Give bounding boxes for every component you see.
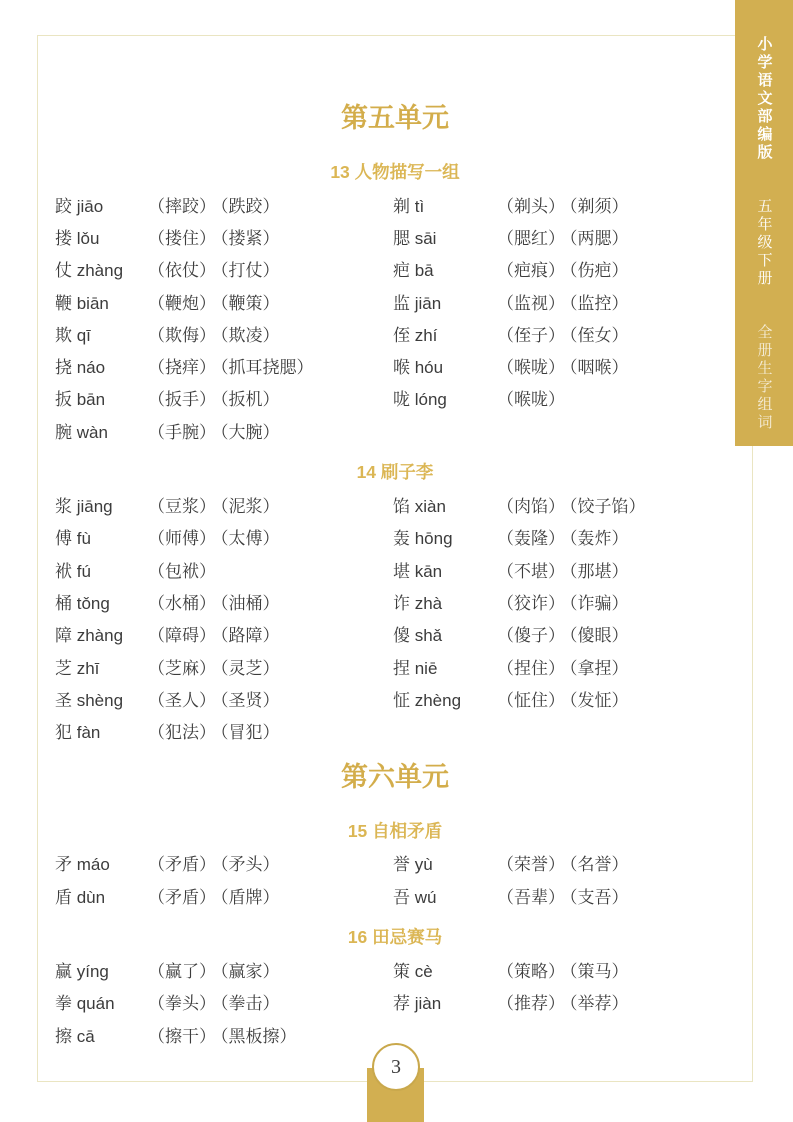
lesson-grid <box>37 488 753 746</box>
entry-char-pinyin: 拳 quán <box>55 994 115 1014</box>
entry-char-pinyin: 扳 bān <box>55 390 106 410</box>
entry-char-pinyin: 擦 cā <box>55 1026 95 1046</box>
entry-row <box>393 220 753 252</box>
sidebar-grade-label: 五年级下册 <box>755 198 773 288</box>
entry-row <box>393 585 753 617</box>
entry-row <box>393 682 753 714</box>
sidebar-series-label: 小学语文部编版 <box>755 36 773 162</box>
entry-char-pinyin: 犯 fàn <box>55 723 101 743</box>
entry-word: （手腕） <box>148 422 216 442</box>
entry-char-pinyin: 盾 dùn <box>55 887 106 907</box>
entry-row <box>393 317 753 349</box>
entry-char-pinyin: 堪 kān <box>393 561 443 581</box>
entry-word: （包袱） <box>148 561 216 581</box>
entry-word: （赢了） <box>148 961 216 981</box>
entry-row <box>55 986 393 1018</box>
entry-word: （策略） <box>497 961 565 981</box>
entry-char-pinyin: 芝 zhī <box>55 658 100 678</box>
entry-char-pinyin: 馅 xiàn <box>393 497 446 517</box>
entry-words <box>497 289 633 314</box>
entry-word: （疤痕） <box>497 261 565 281</box>
entry-char-pinyin: 圣 shèng <box>55 690 124 710</box>
entry-word: （喉咙） <box>497 390 565 410</box>
entry-word: （傻眼） <box>569 626 629 646</box>
entry-row <box>393 253 753 285</box>
entry-word: （监控） <box>569 293 629 313</box>
units <box>37 35 753 1050</box>
entry-word: （黑板擦） <box>220 1026 297 1046</box>
lesson-heading: 15 自相矛盾 <box>347 820 443 841</box>
entry-row <box>55 847 393 879</box>
entry-row <box>55 382 393 414</box>
entry-char-pinyin: 誉 yù <box>393 855 433 875</box>
entry-word: （矛盾） <box>148 855 216 875</box>
entry-word: （伤疤） <box>569 261 629 281</box>
lesson-column-left <box>37 953 393 1050</box>
entry-row <box>393 349 753 381</box>
entry-word: （剃头） <box>497 196 565 216</box>
entry-row <box>55 714 393 746</box>
entry-row <box>55 953 393 985</box>
entry-word: （路障） <box>220 626 280 646</box>
entry-row <box>393 879 753 911</box>
lesson-grid <box>37 953 753 1050</box>
entry-word: （那堪） <box>569 561 629 581</box>
entry-words <box>148 686 284 711</box>
entry-row <box>393 847 753 879</box>
entry-word: （搂紧） <box>220 228 280 248</box>
entry-word: （咽喉） <box>569 358 629 378</box>
entry-char-pinyin: 傻 shǎ <box>393 626 443 646</box>
entry-words <box>497 557 633 582</box>
entry-word: （擦干） <box>148 1026 216 1046</box>
entry-word: （拳头） <box>148 994 216 1014</box>
entry-words <box>497 256 633 281</box>
lesson-column-left <box>37 488 393 746</box>
entry-words <box>148 589 284 614</box>
entry-word: （泥浆） <box>220 497 280 517</box>
lesson-column-right <box>393 847 753 912</box>
entry-words <box>148 492 284 517</box>
entry-word: （侄子） <box>497 325 565 345</box>
entry-char-pinyin: 疤 bā <box>393 261 434 281</box>
entry-word: （策马） <box>569 961 629 981</box>
entry-words <box>148 654 284 679</box>
entry-row <box>393 488 753 520</box>
entry-words <box>148 957 284 982</box>
entry-word: （怔住） <box>497 690 565 710</box>
entry-word: （鞭炮） <box>148 293 216 313</box>
entry-word: （支吾） <box>569 887 629 907</box>
entry-word: （油桶） <box>220 593 280 613</box>
entry-word: （捏住） <box>497 658 565 678</box>
entry-word: （师傅） <box>148 529 216 549</box>
entry-char-pinyin: 欺 qī <box>55 325 91 345</box>
entry-row <box>55 1018 393 1050</box>
entry-word: （大腕） <box>220 422 280 442</box>
entry-word: （圣贤） <box>220 690 280 710</box>
entry-row <box>393 986 753 1018</box>
lesson-column-left <box>37 847 393 912</box>
sidebar-subtitle-label: 全册生字组词 <box>755 324 773 432</box>
entry-char-pinyin: 矛 máo <box>55 855 110 875</box>
unit-title: 第六单元 <box>341 761 449 792</box>
entry-char-pinyin: 挠 náo <box>55 358 106 378</box>
entry-words <box>497 321 633 346</box>
entry-word: （侄女） <box>569 325 629 345</box>
entry-word: （欺凌） <box>220 325 280 345</box>
entry-word: （矛头） <box>220 855 280 875</box>
entry-char-pinyin: 侄 zhí <box>393 325 438 345</box>
entry-row <box>55 220 393 252</box>
entry-words <box>497 850 633 875</box>
entry-word: （拿捏） <box>569 658 629 678</box>
lesson-heading: 16 田忌赛马 <box>347 927 443 948</box>
entry-word: （扳手） <box>148 390 216 410</box>
entry-word: （犯法） <box>148 723 216 743</box>
lesson-column-right <box>393 488 753 746</box>
entry-char-pinyin: 浆 jiāng <box>55 497 113 517</box>
entry-word: （轰炸） <box>569 529 629 549</box>
entry-row <box>393 650 753 682</box>
entry-row <box>393 285 753 317</box>
entry-word: （吾辈） <box>497 887 565 907</box>
entry-char-pinyin: 桶 tǒng <box>55 593 110 613</box>
entry-word: （摔跤） <box>148 196 216 216</box>
entry-word: （灵芝） <box>220 658 280 678</box>
entry-char-pinyin: 赢 yíng <box>55 961 109 981</box>
entry-word: （冒犯） <box>220 723 280 743</box>
entry-words <box>148 385 284 410</box>
lesson-grid <box>37 188 753 446</box>
entry-word: （搂住） <box>148 228 216 248</box>
entry-words <box>148 557 220 582</box>
entry-row <box>55 253 393 285</box>
entry-char-pinyin: 策 cè <box>393 961 433 981</box>
entry-word: （依仗） <box>148 261 216 281</box>
entry-row <box>393 521 753 553</box>
entry-row <box>55 488 393 520</box>
entry-char-pinyin: 监 jiān <box>393 293 442 313</box>
lesson-heading: 14 刷子李 <box>356 462 434 483</box>
lesson-heading: 13 人物描写一组 <box>330 162 460 182</box>
entry-char-pinyin: 咙 lóng <box>393 390 447 410</box>
entry-row <box>55 650 393 682</box>
entry-word: （腮红） <box>497 228 565 248</box>
entry-word: （喉咙） <box>497 358 565 378</box>
entry-word: （圣人） <box>148 690 216 710</box>
entry-char-pinyin: 腕 wàn <box>55 422 108 442</box>
entry-char-pinyin: 障 zhàng <box>55 626 124 646</box>
entry-row <box>393 618 753 650</box>
entry-words <box>148 883 284 908</box>
entry-word: （推荐） <box>497 994 565 1014</box>
entry-row <box>55 317 393 349</box>
entry-row <box>55 414 393 446</box>
entry-words <box>497 621 633 646</box>
entry-word: （跌跤） <box>220 196 280 216</box>
entry-words <box>148 256 284 281</box>
entry-char-pinyin: 荐 jiàn <box>393 994 442 1014</box>
entry-row <box>393 188 753 220</box>
entry-words <box>497 686 633 711</box>
entry-char-pinyin: 仗 zhàng <box>55 261 124 281</box>
entry-words <box>497 989 633 1014</box>
entry-char-pinyin: 诈 zhà <box>393 593 443 613</box>
entry-word: （发怔） <box>569 690 629 710</box>
entry-word: （饺子馅） <box>569 497 646 517</box>
entry-char-pinyin: 搂 lǒu <box>55 228 100 248</box>
entry-words <box>148 1022 301 1047</box>
entry-words <box>497 589 633 614</box>
entry-words <box>148 718 284 743</box>
entry-word: （矛盾） <box>148 887 216 907</box>
entry-word: （扳机） <box>220 390 280 410</box>
entry-word: （鞭策） <box>220 293 280 313</box>
entry-char-pinyin: 喉 hóu <box>393 358 444 378</box>
entry-word: （名誉） <box>569 855 629 875</box>
entry-word: （轰隆） <box>497 529 565 549</box>
entry-word: （抓耳挠腮） <box>220 358 314 378</box>
entry-char-pinyin: 鞭 biān <box>55 293 109 313</box>
entry-word: （障碍） <box>148 626 216 646</box>
entry-word: （傻子） <box>497 626 565 646</box>
entry-word: （打仗） <box>220 261 280 281</box>
entry-words <box>497 492 650 517</box>
entry-words <box>497 224 633 249</box>
entry-words <box>497 654 633 679</box>
entry-word: （不堪） <box>497 561 565 581</box>
entry-word: （芝麻） <box>148 658 216 678</box>
entry-words <box>497 883 633 908</box>
entry-row <box>393 382 753 414</box>
entry-char-pinyin: 傅 fù <box>55 529 91 549</box>
entry-word: （拳击） <box>220 994 280 1014</box>
entry-word: （肉馅） <box>497 497 565 517</box>
unit-title: 第五单元 <box>341 103 449 133</box>
entry-row <box>55 879 393 911</box>
entry-word: （狡诈） <box>497 593 565 613</box>
entry-words <box>497 524 633 549</box>
entry-char-pinyin: 捏 niē <box>393 658 438 678</box>
entry-char-pinyin: 怔 zhèng <box>393 690 462 710</box>
entry-words <box>148 850 284 875</box>
entry-words <box>497 353 633 378</box>
entry-row <box>55 553 393 585</box>
lesson-column-left <box>37 188 393 446</box>
entry-row <box>393 953 753 985</box>
entry-word: （赢家） <box>220 961 280 981</box>
entry-word: （太傅） <box>220 529 280 549</box>
entry-row <box>55 188 393 220</box>
entry-word: （欺侮） <box>148 325 216 345</box>
entry-words <box>148 418 284 443</box>
entry-word: （监视） <box>497 293 565 313</box>
entry-row <box>55 585 393 617</box>
entry-char-pinyin: 吾 wú <box>393 887 437 907</box>
entry-words <box>148 321 284 346</box>
entry-word: （挠痒） <box>148 358 216 378</box>
entry-char-pinyin: 袱 fú <box>55 561 91 581</box>
entry-words <box>497 192 633 217</box>
entry-words <box>148 224 284 249</box>
entry-words <box>148 524 284 549</box>
entry-words <box>148 192 284 217</box>
entry-char-pinyin: 轰 hōng <box>393 529 453 549</box>
entry-word: （荣誉） <box>497 855 565 875</box>
entry-char-pinyin: 剃 tì <box>393 196 425 216</box>
entry-word: （剃须） <box>569 196 629 216</box>
entry-row <box>55 618 393 650</box>
entry-word: （诈骗） <box>569 593 629 613</box>
entry-row <box>55 521 393 553</box>
entry-word: （盾牌） <box>220 887 280 907</box>
entry-row <box>55 349 393 381</box>
entry-char-pinyin: 腮 sāi <box>393 228 437 248</box>
entry-words <box>497 385 569 410</box>
entry-word: （两腮） <box>569 228 629 248</box>
entry-char-pinyin: 跤 jiāo <box>55 196 104 216</box>
entry-words <box>148 289 284 314</box>
lesson-grid <box>37 847 753 912</box>
entry-words <box>148 621 284 646</box>
edition-sidebar-text <box>754 0 775 446</box>
page-number: 3 <box>391 1055 401 1078</box>
entry-words <box>148 989 284 1014</box>
entry-word: （举荐） <box>569 994 629 1014</box>
entry-words <box>148 353 318 378</box>
entry-word: （豆浆） <box>148 497 216 517</box>
lesson-column-right <box>393 188 753 446</box>
entry-words <box>497 957 633 982</box>
page-number-badge <box>372 1043 420 1091</box>
entry-word: （水桶） <box>148 593 216 613</box>
lesson-column-right <box>393 953 753 1050</box>
entry-row <box>55 682 393 714</box>
entry-row <box>393 553 753 585</box>
entry-row <box>55 285 393 317</box>
